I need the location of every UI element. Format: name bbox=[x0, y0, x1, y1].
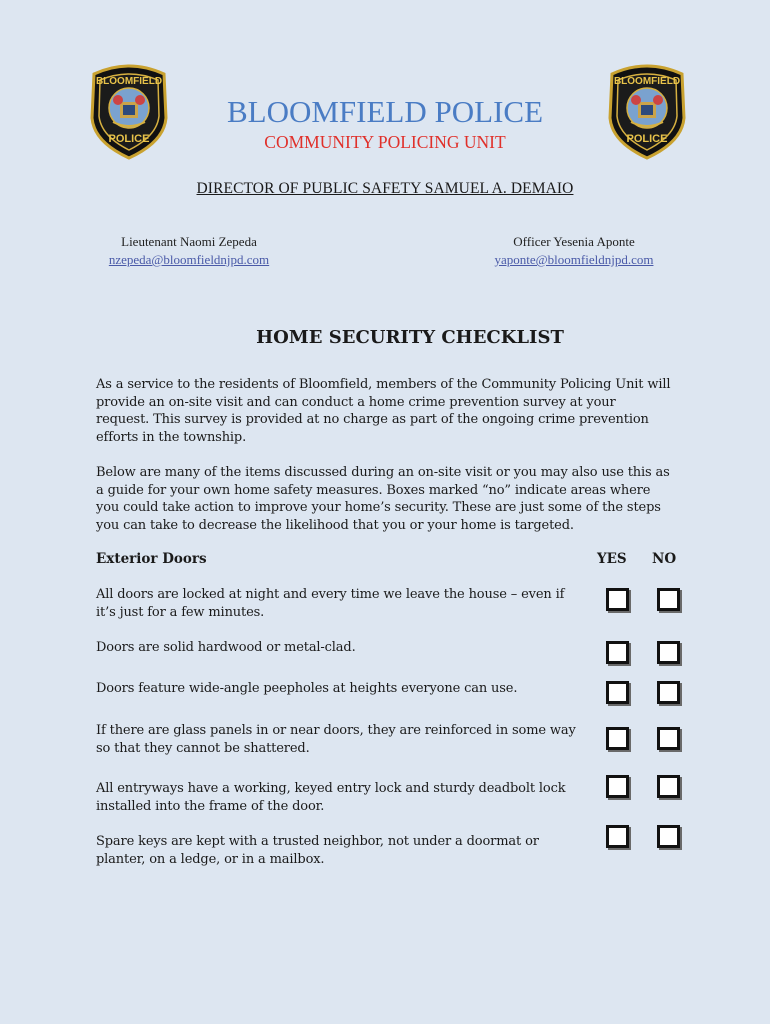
section-heading: Exterior Doors bbox=[96, 551, 207, 567]
checklist-item-text: If there are glass panels in or near doors, they are reinforced in some way so that they cannot be shattered. bbox=[96, 723, 576, 756]
unit-subtitle: COMMUNITY POLICING UNIT bbox=[264, 132, 506, 152]
svg-text:BLOOMFIELD: BLOOMFIELD bbox=[95, 76, 163, 87]
checklist-item-text: Doors feature wide-angle peepholes at heights everyone can use. bbox=[96, 681, 518, 696]
checklist-item-text: All entryways have a working, keyed entry lock and sturdy deadbolt lock installed into the frame of the door. bbox=[96, 781, 566, 814]
instructions-paragraph: Below are many of the items discussed during an on-site visit or you may also use this as a guide for your own home safety measures. Boxes marked “no” indicate areas where you could take action to improve your home’s security. These are just some of the steps you can take to decrease the likelihood that you or your home is targeted. bbox=[96, 465, 670, 533]
no-checkbox[interactable] bbox=[657, 775, 680, 798]
letterhead bbox=[0, 94, 770, 154]
checklist-item-text: All doors are locked at night and every time we leave the house – even if it’s just for a few minutes. bbox=[96, 587, 565, 620]
contact-right bbox=[480, 233, 668, 269]
checklist-item bbox=[96, 833, 770, 873]
checklist-item bbox=[96, 780, 770, 820]
checklist-item bbox=[96, 722, 770, 762]
yes-checkbox[interactable] bbox=[606, 825, 629, 848]
no-checkbox[interactable] bbox=[657, 825, 680, 848]
no-checkbox[interactable] bbox=[657, 641, 680, 664]
checklist-item bbox=[96, 680, 770, 720]
no-column-header: NO bbox=[652, 551, 677, 567]
contact-email-link[interactable]: nzepeda@bloomfieldnjpd.com bbox=[108, 252, 270, 267]
yes-column-header: YES bbox=[597, 551, 627, 567]
yes-checkbox[interactable] bbox=[606, 775, 629, 798]
contact-name: Officer Yesenia Aponte bbox=[513, 234, 635, 249]
contact-email-link[interactable]: yaponte@bloomfieldnjpd.com bbox=[494, 252, 654, 267]
no-checkbox[interactable] bbox=[657, 681, 680, 704]
intro-paragraph: As a service to the residents of Bloomfield, members of the Community Policing Unit will provide an on-site visit and can conduct a home crime prevention survey at your request. This survey is provided at no charge as part of the ongoing crime prevention efforts in the township. bbox=[96, 377, 671, 445]
checklist-item-text: Spare keys are kept with a trusted neighbor, not under a doormat or planter, on a ledge, or in a mailbox. bbox=[96, 834, 539, 867]
yes-checkbox[interactable] bbox=[606, 727, 629, 750]
svg-text:POLICE: POLICE bbox=[108, 133, 150, 145]
svg-text:POLICE: POLICE bbox=[626, 133, 668, 145]
checklist-item-text: Doors are solid hardwood or metal-clad. bbox=[96, 640, 356, 655]
checklist-item bbox=[96, 639, 770, 679]
page-title: BLOOMFIELD POLICE bbox=[226, 94, 544, 129]
svg-text:BLOOMFIELD: BLOOMFIELD bbox=[613, 76, 681, 87]
checklist-title: HOME SECURITY CHECKLIST bbox=[256, 327, 564, 348]
no-checkbox[interactable] bbox=[657, 588, 680, 611]
contact-name: Lieutenant Naomi Zepeda bbox=[121, 234, 257, 249]
yes-checkbox[interactable] bbox=[606, 588, 629, 611]
director-line: DIRECTOR OF PUBLIC SAFETY SAMUEL A. DEMAIO bbox=[196, 180, 574, 197]
no-checkbox[interactable] bbox=[657, 727, 680, 750]
contact-left bbox=[96, 233, 282, 269]
yes-checkbox[interactable] bbox=[606, 681, 629, 704]
yes-checkbox[interactable] bbox=[606, 641, 629, 664]
checklist-item bbox=[96, 586, 770, 626]
